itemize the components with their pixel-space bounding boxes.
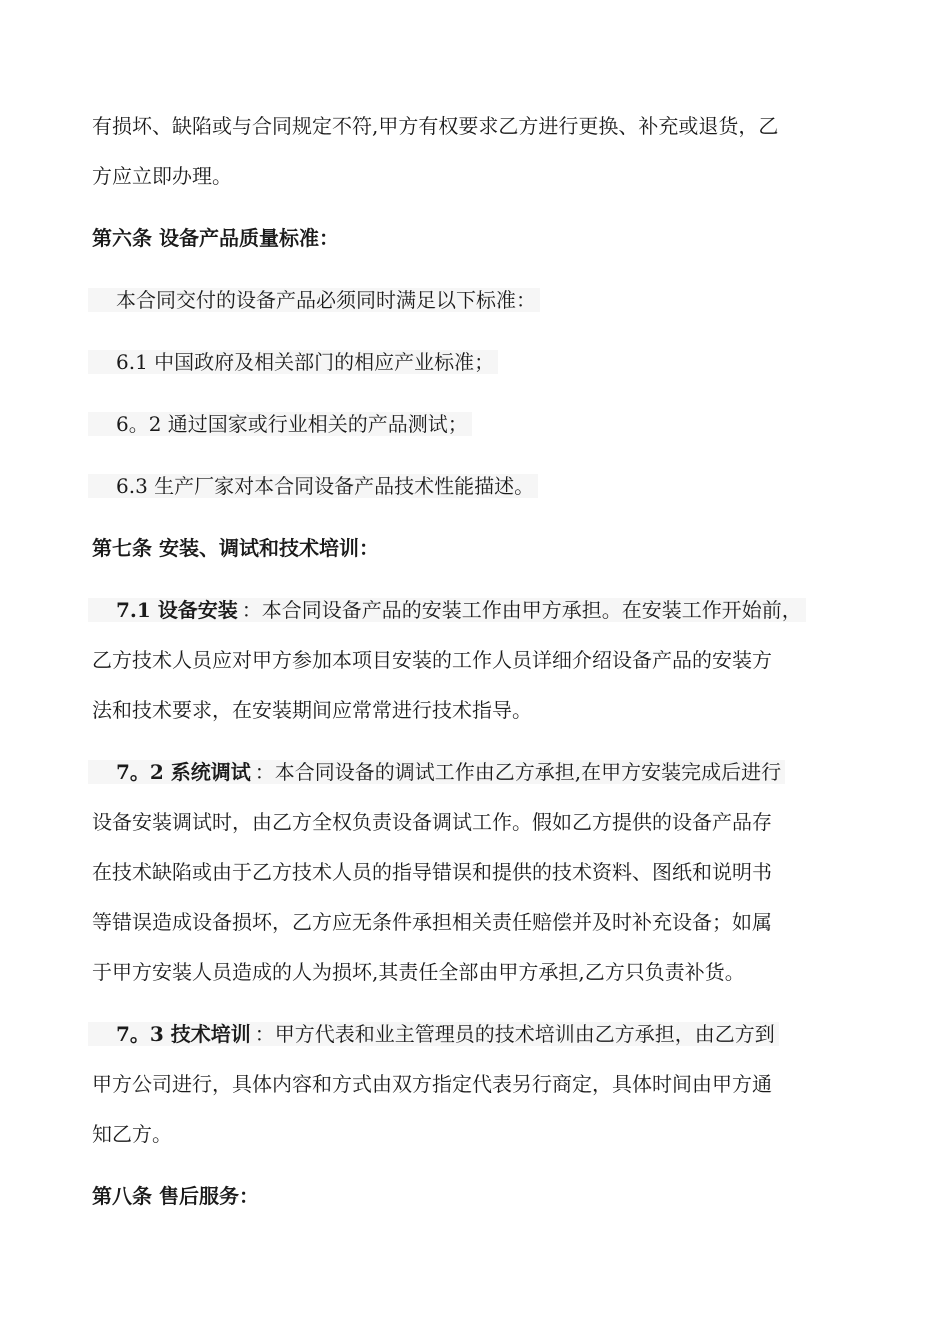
- paragraph-line: 等错误造成设备损坏，乙方应无条件承担相关责任赔偿并及时补充设备；如属: [92, 910, 772, 934]
- paragraph-line: 7。3 技术培训 ：甲方代表和业主管理员的技术培训由乙方承担，由乙方到: [92, 1020, 779, 1048]
- paragraph-line: 在技术缺陷或由于乙方技术人员的指导错误和提供的技术资料、图纸和说明书: [92, 860, 772, 884]
- paragraph-line: 7.1 设备安装 ：本合同设备产品的安装工作由甲方承担。在安装工作开始前，: [92, 596, 806, 624]
- paragraph-line: 设备安装调试时，由乙方全权负责设备调试工作。假如乙方提供的设备产品存: [92, 810, 772, 834]
- section-heading-6: 第六条 设备产品质量标准：: [92, 226, 339, 250]
- paragraph-line: 有损坏、缺陷或与合同规定不符,甲方有权要求乙方进行更换、补充或退货，乙: [92, 114, 779, 138]
- paragraph-line: 甲方公司进行，具体内容和方式由双方指定代表另行商定，具体时间由甲方通: [92, 1072, 772, 1096]
- paragraph-line: 7。2 系统调试 ：本合同设备的调试工作由乙方承担,在甲方安装完成后进行: [92, 758, 785, 786]
- paragraph-line: 乙方技术人员应对甲方参加本项目安装的工作人员详细介绍设备产品的安装方: [92, 648, 772, 672]
- paragraph-line: 方应立即办理。: [92, 164, 232, 188]
- paragraph-line: 法和技术要求，在安装期间应常常进行技术指导。: [92, 698, 532, 722]
- paragraph-line: 本合同交付的设备产品必须同时满足以下标准：: [92, 286, 540, 314]
- paragraph-line: 于甲方安装人员造成的人为损坏,其责任全部由甲方承担,乙方只负责补货。: [92, 960, 745, 984]
- section-heading-8: 第八条 售后服务：: [92, 1184, 259, 1208]
- list-item: 6.3 生产厂家对本合同设备产品技术性能描述。: [92, 472, 538, 500]
- paragraph-line: 知乙方。: [92, 1122, 172, 1146]
- list-item: 6.1 中国政府及相关部门的相应产业标准；: [92, 348, 498, 376]
- list-item: 6。2 通过国家或行业相关的产品测试；: [92, 410, 472, 438]
- section-heading-7: 第七条 安装、调试和技术培训：: [92, 536, 379, 560]
